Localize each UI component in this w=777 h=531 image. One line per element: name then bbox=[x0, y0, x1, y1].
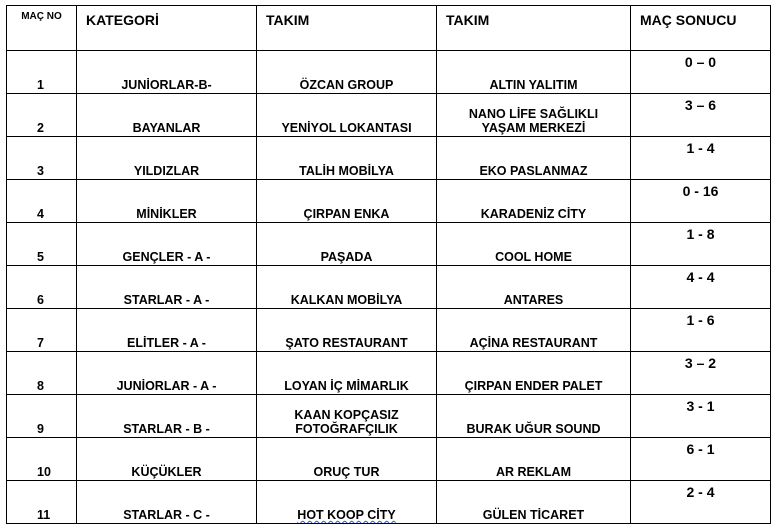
team-1-cell: TALİH MOBİLYA bbox=[257, 137, 437, 180]
header-category: KATEGORİ bbox=[77, 6, 257, 51]
team-2-cell: GÜLEN TİCARET bbox=[437, 481, 631, 524]
header-row bbox=[7, 6, 771, 51]
table-row bbox=[7, 395, 771, 438]
team-1-cell: KAAN KOPÇASIZ FOTOĞRAFÇILIK bbox=[257, 395, 437, 438]
category-cell: KÜÇÜKLER bbox=[77, 438, 257, 481]
table-row bbox=[7, 223, 771, 266]
header-team-2: TAKIM bbox=[437, 6, 631, 51]
result-cell: 1 - 8 bbox=[631, 223, 771, 266]
team-2-cell: BURAK UĞUR SOUND bbox=[437, 395, 631, 438]
team-1-cell: ÖZCAN GROUP bbox=[257, 51, 437, 94]
team-2-cell: ÇIRPAN ENDER PALET bbox=[437, 352, 631, 395]
category-cell: YILDIZLAR bbox=[77, 137, 257, 180]
table-row bbox=[7, 266, 771, 309]
team-1-cell: ÇIRPAN ENKA bbox=[257, 180, 437, 223]
match-no-cell: 9 bbox=[7, 395, 77, 438]
team-1-cell: KALKAN MOBİLYA bbox=[257, 266, 437, 309]
category-cell: BAYANLAR bbox=[77, 94, 257, 137]
team-2-cell: NANO LİFE SAĞLIKLI YAŞAM MERKEZİ bbox=[437, 94, 631, 137]
team-2-cell: ANTARES bbox=[437, 266, 631, 309]
team-1-cell: ORUÇ TUR bbox=[257, 438, 437, 481]
category-cell: JUNİORLAR - A - bbox=[77, 352, 257, 395]
team-1-cell: PAŞADA bbox=[257, 223, 437, 266]
result-cell: 4 - 4 bbox=[631, 266, 771, 309]
team-2-cell: ALTIN YALITIM bbox=[437, 51, 631, 94]
category-cell: STARLAR - A - bbox=[77, 266, 257, 309]
match-no-cell: 11 bbox=[7, 481, 77, 524]
match-no-cell: 4 bbox=[7, 180, 77, 223]
result-cell: 6 - 1 bbox=[631, 438, 771, 481]
table-row bbox=[7, 137, 771, 180]
team-2-cell: AÇİNA RESTAURANT bbox=[437, 309, 631, 352]
match-no-cell: 6 bbox=[7, 266, 77, 309]
match-no-cell: 7 bbox=[7, 309, 77, 352]
category-cell: JUNİORLAR-B- bbox=[77, 51, 257, 94]
result-cell: 1 - 4 bbox=[631, 137, 771, 180]
team-1-cell: YENİYOL LOKANTASI bbox=[257, 94, 437, 137]
table-row bbox=[7, 180, 771, 223]
match-no-cell: 8 bbox=[7, 352, 77, 395]
team-2-cell: EKO PASLANMAZ bbox=[437, 137, 631, 180]
result-cell: 3 – 2 bbox=[631, 352, 771, 395]
team-2-cell: KARADENİZ CİTY bbox=[437, 180, 631, 223]
header-match-no: MAÇ NO bbox=[7, 6, 77, 51]
header-team-1: TAKIM bbox=[257, 6, 437, 51]
table-row bbox=[7, 352, 771, 395]
match-no-cell: 2 bbox=[7, 94, 77, 137]
category-cell: GENÇLER - A - bbox=[77, 223, 257, 266]
table-row bbox=[7, 438, 771, 481]
result-cell: 3 – 6 bbox=[631, 94, 771, 137]
category-cell: STARLAR - C - bbox=[77, 481, 257, 524]
category-cell: MİNİKLER bbox=[77, 180, 257, 223]
result-cell: 1 - 6 bbox=[631, 309, 771, 352]
match-results-table bbox=[6, 5, 771, 524]
team-2-cell: COOL HOME bbox=[437, 223, 631, 266]
result-cell: 3 - 1 bbox=[631, 395, 771, 438]
team-2-cell: AR REKLAM bbox=[437, 438, 631, 481]
team-1-cell: ŞATO RESTAURANT bbox=[257, 309, 437, 352]
result-cell: 0 - 16 bbox=[631, 180, 771, 223]
table-row bbox=[7, 309, 771, 352]
table-row bbox=[7, 51, 771, 94]
match-no-cell: 3 bbox=[7, 137, 77, 180]
category-cell: STARLAR - B - bbox=[77, 395, 257, 438]
team-1-cell: LOYAN İÇ MİMARLIK bbox=[257, 352, 437, 395]
table-row bbox=[7, 94, 771, 137]
result-cell: 2 - 4 bbox=[631, 481, 771, 524]
table-row bbox=[7, 481, 771, 524]
category-cell: ELİTLER - A - bbox=[77, 309, 257, 352]
match-no-cell: 5 bbox=[7, 223, 77, 266]
header-result: MAÇ SONUCU bbox=[631, 6, 771, 51]
match-no-cell: 10 bbox=[7, 438, 77, 481]
match-no-cell: 1 bbox=[7, 51, 77, 94]
result-cell: 0 – 0 bbox=[631, 51, 771, 94]
team-1-cell: HOT KOOP CİTY bbox=[257, 481, 437, 524]
